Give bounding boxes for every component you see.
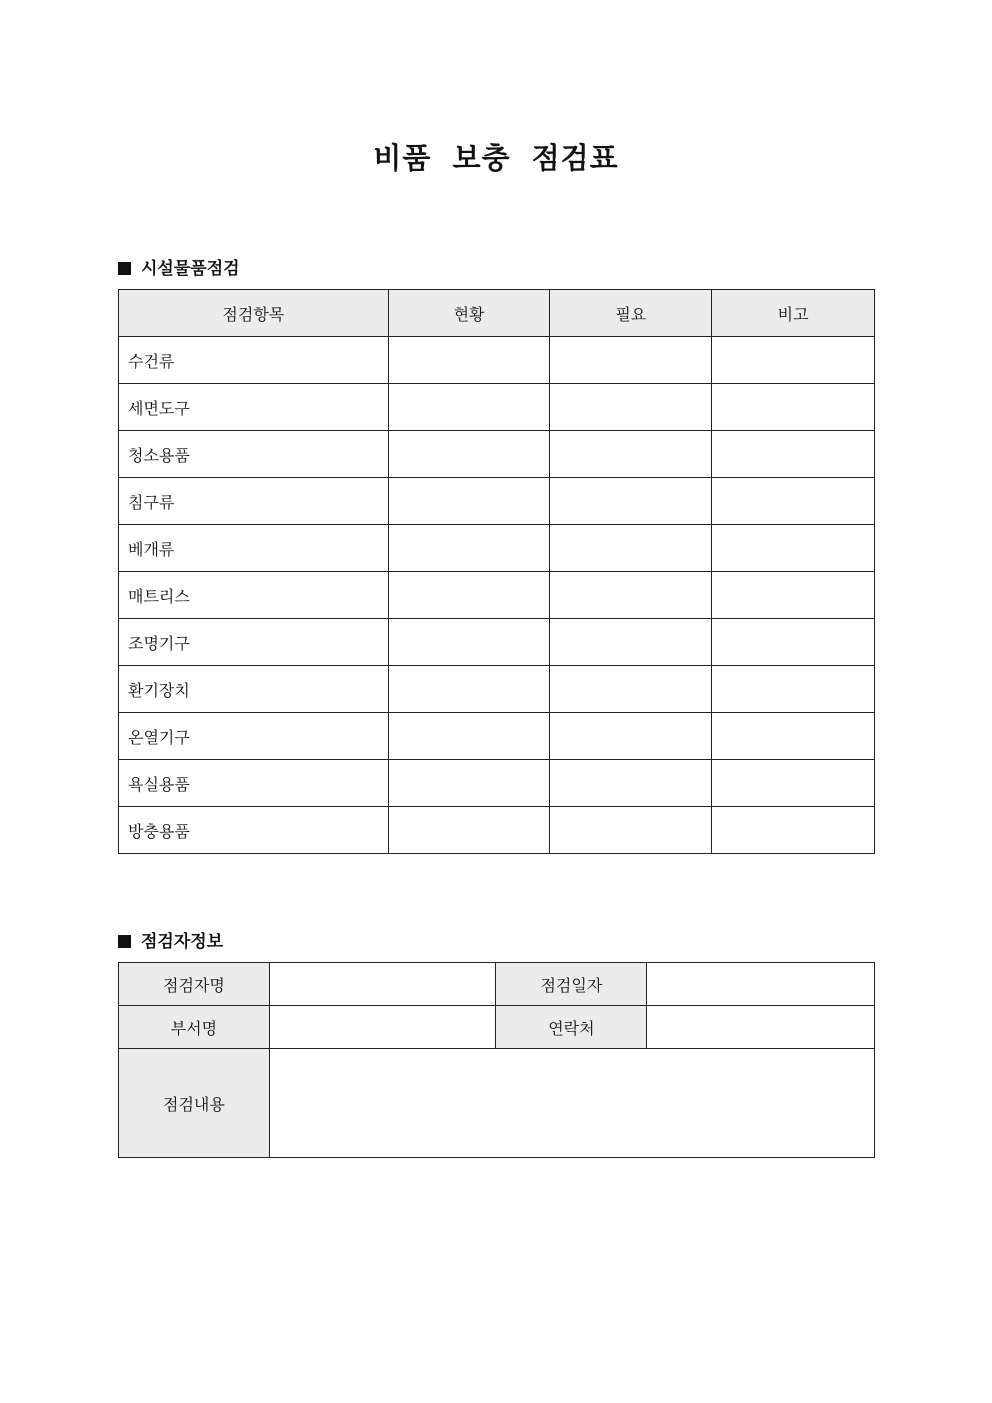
check-item-label: 베개류 [119,525,389,572]
table-row [119,337,875,384]
remarks-cell[interactable] [712,431,875,478]
page-title: 비품 보충 점검표 [373,141,619,175]
contact-field[interactable] [647,1006,875,1049]
need-cell[interactable] [550,337,712,384]
need-cell[interactable] [550,713,712,760]
inspection-date-label: 점검일자 [496,963,647,1006]
status-cell[interactable] [388,478,550,525]
section-heading-text: 시설물품점검 [141,259,240,279]
need-cell[interactable] [550,760,712,807]
remarks-cell[interactable] [712,337,875,384]
status-cell[interactable] [388,337,550,384]
check-item-label: 조명기구 [119,619,389,666]
table-row [119,713,875,760]
status-cell[interactable] [388,807,550,854]
inspection-date-field[interactable] [647,963,875,1006]
remarks-cell[interactable] [712,619,875,666]
table-row [119,619,875,666]
contact-label: 연락처 [496,1006,647,1049]
need-cell[interactable] [550,619,712,666]
section-heading-inspector [118,927,223,952]
department-field[interactable] [269,1006,496,1049]
check-item-label: 욕실용품 [119,760,389,807]
section-heading-facility [118,254,240,279]
column-header: 필요 [550,290,712,337]
status-cell[interactable] [388,525,550,572]
remarks-cell[interactable] [712,478,875,525]
need-cell[interactable] [550,572,712,619]
table-row [119,525,875,572]
remarks-cell[interactable] [712,713,875,760]
remarks-cell[interactable] [712,525,875,572]
check-item-label: 온열기구 [119,713,389,760]
need-cell[interactable] [550,478,712,525]
inspection-content-label: 점검내용 [119,1049,270,1158]
need-cell[interactable] [550,807,712,854]
status-cell[interactable] [388,713,550,760]
need-cell[interactable] [550,431,712,478]
remarks-cell[interactable] [712,760,875,807]
status-cell[interactable] [388,619,550,666]
status-cell[interactable] [388,384,550,431]
facility-check-table [118,289,875,854]
inspector-name-field[interactable] [269,963,496,1006]
check-item-label: 매트리스 [119,572,389,619]
column-header: 점검항목 [119,290,389,337]
status-cell[interactable] [388,572,550,619]
check-item-label: 세면도구 [119,384,389,431]
status-cell[interactable] [388,431,550,478]
need-cell[interactable] [550,525,712,572]
table-row [119,478,875,525]
column-header: 현황 [388,290,550,337]
department-label: 부서명 [119,1006,270,1049]
check-item-label: 환기장치 [119,666,389,713]
square-bullet-icon [118,262,131,275]
check-item-label: 수건류 [119,337,389,384]
table-row [119,572,875,619]
table-row [119,666,875,713]
check-item-label: 방충용품 [119,807,389,854]
column-header: 비고 [712,290,875,337]
remarks-cell[interactable] [712,384,875,431]
check-item-label: 침구류 [119,478,389,525]
square-bullet-icon [118,935,131,948]
table-row [119,384,875,431]
remarks-cell[interactable] [712,666,875,713]
check-item-label: 청소용품 [119,431,389,478]
remarks-cell[interactable] [712,807,875,854]
status-cell[interactable] [388,760,550,807]
inspector-name-label: 점검자명 [119,963,270,1006]
table-row [119,431,875,478]
status-cell[interactable] [388,666,550,713]
table-row [119,807,875,854]
need-cell[interactable] [550,666,712,713]
need-cell[interactable] [550,384,712,431]
inspector-info-table [118,962,875,1158]
table-row [119,760,875,807]
inspection-content-field[interactable] [269,1049,874,1158]
section-heading-text: 점검자정보 [141,932,224,952]
remarks-cell[interactable] [712,572,875,619]
